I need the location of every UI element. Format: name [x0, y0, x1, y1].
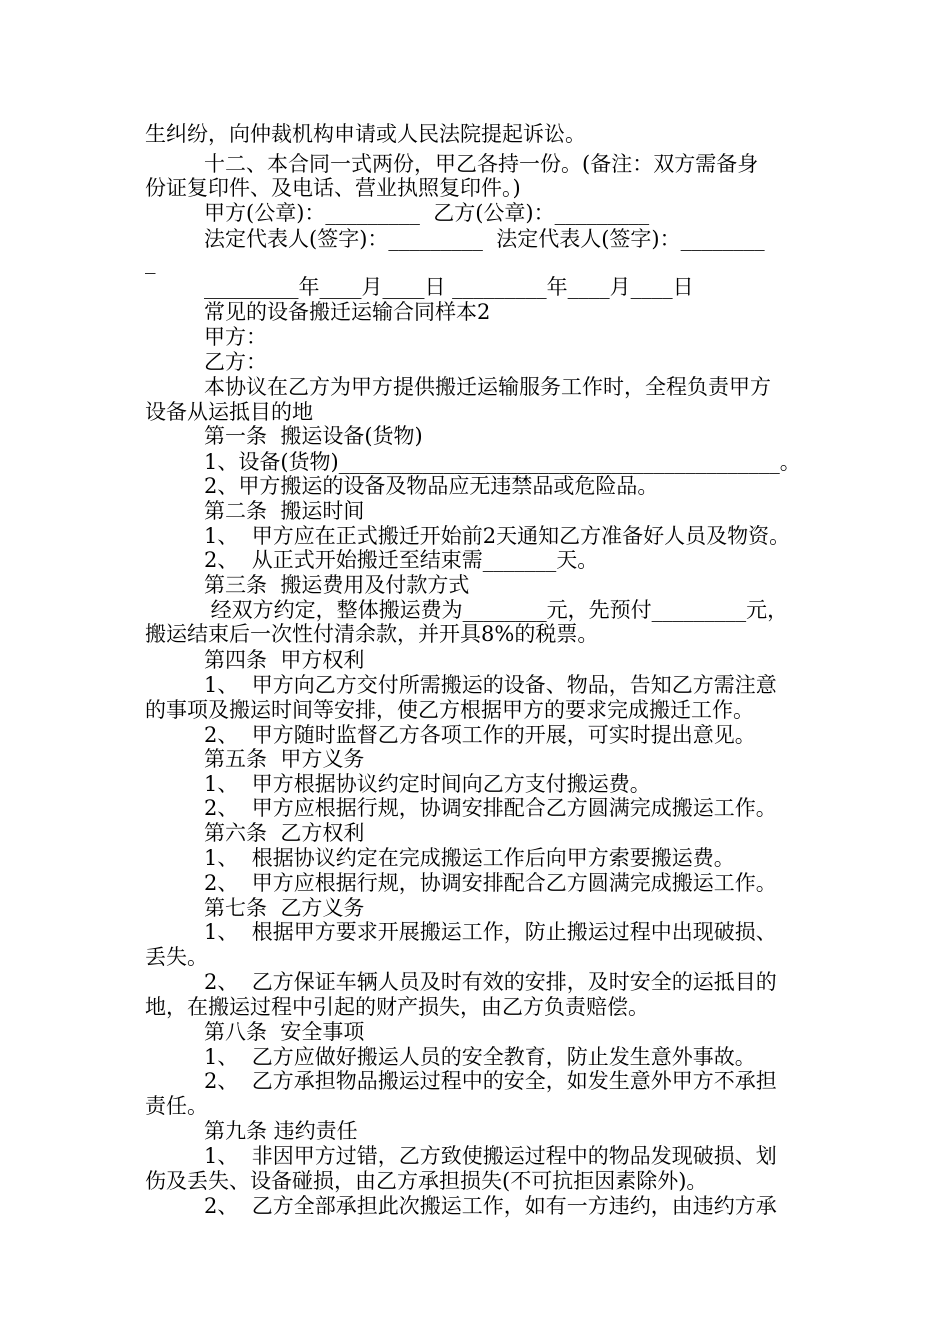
- text-line: 伤及丢失、设备碰损，由乙方承担损失(不可抗拒因素除外)。: [145, 1169, 708, 1193]
- text-line: 第三条 搬运费用及付款方式: [204, 573, 470, 597]
- text-line: 第六条 乙方权利: [204, 821, 365, 845]
- section-title: 常见的设备搬迁运输合同样本2: [204, 300, 491, 324]
- text-line: _: [145, 250, 156, 274]
- text-line: 法定代表人(签字)：_________ 法定代表人(签字)：________: [204, 227, 765, 251]
- text-line: _________年____月____日 _________年____月____日: [204, 275, 694, 299]
- text-line: 搬运结束后一次性付清余款，并开具8%的税票。: [145, 622, 599, 646]
- text-line: 1、设备(货物)__________________________________________。: [204, 450, 801, 474]
- text-line: 1、 非因甲方过错，乙方致使搬运过程中的物品发现破损、划: [204, 1144, 777, 1168]
- text-line: 2、 从正式开始搬迁至结束需_______天。: [204, 548, 599, 572]
- text-line: 设备从运抵目的地: [145, 400, 313, 424]
- text-line: 第四条 甲方权利: [204, 648, 365, 672]
- text-line: 2、 乙方保证车辆人员及时有效的安排，及时安全的运抵目的: [204, 970, 777, 994]
- text-line: 2、 甲方随时监督乙方各项工作的开展，可实时提出意见。: [204, 723, 756, 747]
- text-line: 1、 甲方向乙方交付所需搬运的设备、物品，告知乙方需注意: [204, 673, 777, 697]
- text-line: 第五条 甲方义务: [204, 747, 365, 771]
- text-line: 1、 甲方应在正式搬迁开始前2天通知乙方准备好人员及物资。: [204, 524, 791, 548]
- text-line: 本协议在乙方为甲方提供搬迁运输服务工作时，全程负责甲方: [204, 375, 771, 399]
- text-line: 经双方约定，整体搬运费为________元，先预付_________元，: [204, 598, 789, 622]
- text-line: 份证复印件、及电话、营业执照复印件。): [145, 176, 521, 200]
- text-line: 第二条 搬运时间: [204, 499, 365, 523]
- text-line: 2、 甲方应根据行规，协调安排配合乙方圆满完成搬运工作。: [204, 796, 777, 820]
- text-line: 1、 乙方应做好搬运人员的安全教育，防止发生意外事故。: [204, 1045, 756, 1069]
- text-line: 第九条 违约责任: [204, 1119, 358, 1143]
- text-line: 丢失。: [145, 945, 208, 969]
- text-line: 2、 乙方承担物品搬运过程中的安全，如发生意外甲方不承担: [204, 1069, 777, 1093]
- text-line: 2、甲方搬运的设备及物品应无违禁品或危险品。: [204, 474, 659, 498]
- text-line: 2、 甲方应根据行规，协调安排配合乙方圆满完成搬运工作。: [204, 871, 777, 895]
- text-line: 地，在搬运过程中引起的财产损失，由乙方负责赔偿。: [145, 995, 649, 1019]
- text-line: 第七条 乙方义务: [204, 896, 365, 920]
- text-line: 第八条 安全事项: [204, 1020, 365, 1044]
- text-line: 甲方：: [204, 325, 267, 349]
- text-line: 十二、本合同一式两份，甲乙各持一份。(备注：双方需备身: [204, 152, 759, 176]
- text-line: 1、 甲方根据协议约定时间向乙方支付搬运费。: [204, 772, 651, 796]
- text-line: 第一条 搬运设备(货物): [204, 424, 423, 448]
- text-line: 甲方(公章)：_________ 乙方(公章)：_________: [204, 201, 650, 225]
- text-line: 的事项及搬运时间等安排，使乙方根据甲方的要求完成搬迁工作。: [145, 698, 754, 722]
- text-line: 乙方：: [204, 350, 267, 374]
- text-line: 生纠纷，向仲裁机构申请或人民法院提起诉讼。: [145, 122, 586, 146]
- text-line: 1、 根据甲方要求开展搬运工作，防止搬运过程中出现破损、: [204, 920, 777, 944]
- text-line: 责任。: [145, 1094, 208, 1118]
- text-line: 2、 乙方全部承担此次搬运工作，如有一方违约，由违约方承: [204, 1194, 777, 1218]
- text-line: 1、 根据协议约定在完成搬运工作后向甲方索要搬运费。: [204, 846, 735, 870]
